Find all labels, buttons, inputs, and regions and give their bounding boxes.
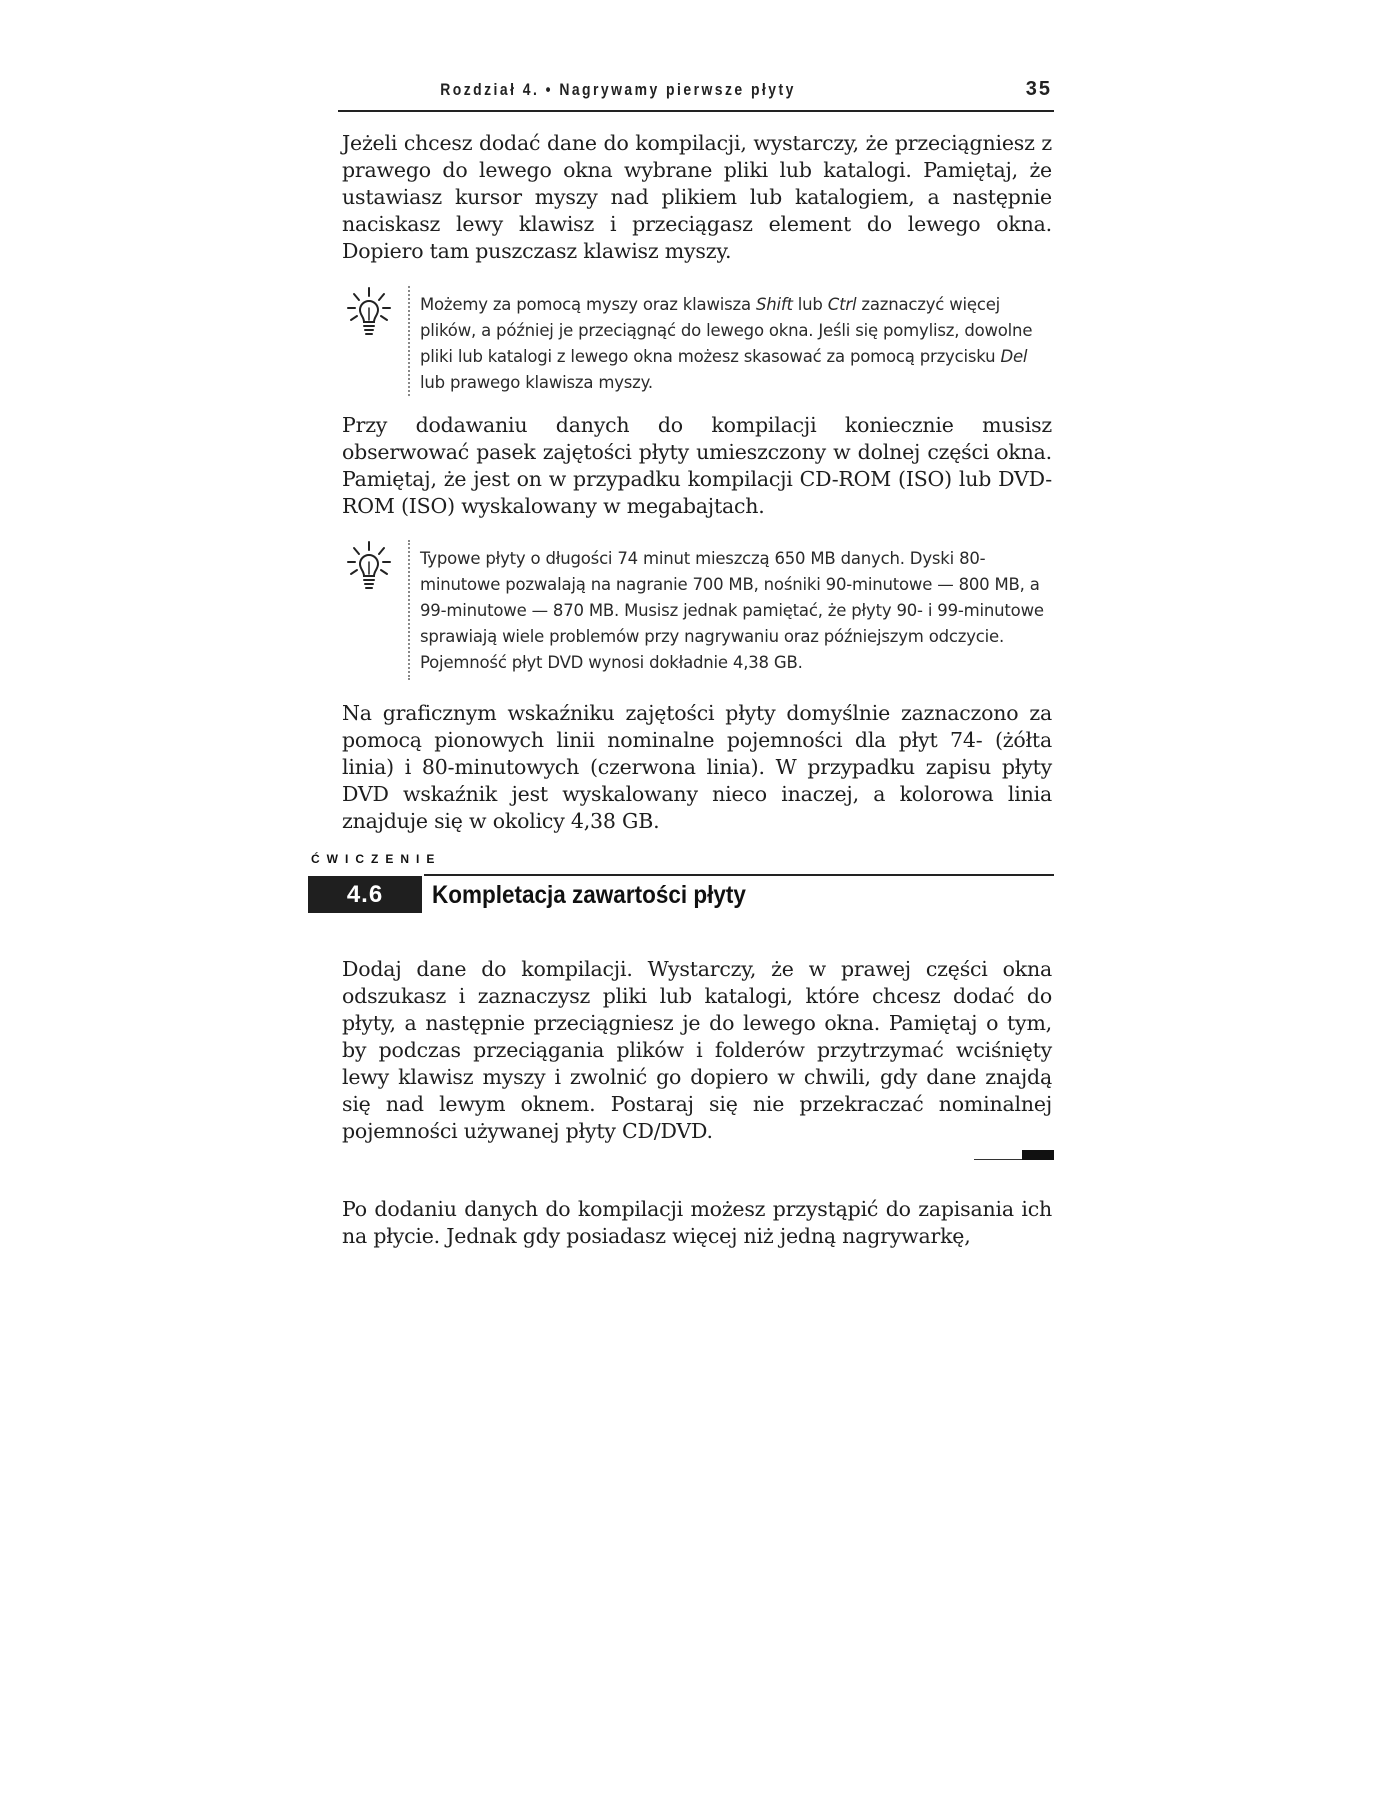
exercise-number: 4.6	[308, 876, 422, 913]
paragraph-indicator: Na graficznym wskaźniku zajętości płyty domyślnie zaznaczono za pomocą pionowych linii nominalne pojemności dla płyt 74- (żółta linia) i 80-minutowych (czerwona linia). W przypadku zapisu płyty DVD wskaźnik jest wyskalowany nieco inaczej, a kolorowa linia znajduje się w okolicy 4,38 GB.	[342, 701, 1052, 833]
tip-divider	[408, 540, 410, 680]
tip-box-capacity	[346, 540, 1052, 680]
exercise-label: ĆWICZENIE	[311, 852, 442, 866]
end-mark-block	[1022, 1150, 1054, 1160]
exercise-end-mark	[974, 1150, 1054, 1162]
running-title: Rozdział 4. • Nagrywamy pierwsze płyty	[440, 80, 796, 99]
lightbulb-icon	[346, 540, 392, 594]
paragraph-drag-files: Jeżeli chcesz dodać dane do kompilacji, wystarczy, że przeciągniesz z prawego do lewego okna wybrane pliki lub katalogi. Pamiętaj, że ustawiasz kursor myszy nad plikiem lub katalogiem, a następnie naciskasz lewy klawisz i przeciągasz element do lewego okna. Dopiero tam puszczasz klawisz myszy.	[342, 131, 1052, 263]
end-mark-line	[974, 1159, 1022, 1160]
page-number: 35	[1025, 78, 1052, 100]
paragraph-capacity-bar: Przy dodawaniu danych do kompilacji koniecznie musisz obserwować pasek zajętości płyty umieszczony w dolnej części okna. Pamiętaj, że jest on w przypadku kompilacji CD-ROM (ISO) lub DVD-ROM (ISO) wyskalowany w megabajtach.	[342, 413, 1052, 518]
lightbulb-icon	[346, 286, 392, 340]
tip-text: Możemy za pomocą myszy oraz klawisza Shift lub Ctrl zaznaczyć więcej plików, a później je przeciągnąć do lewego okna. Jeśli się pomylisz, dowolne pliki lub katalogi z lewego okna możesz skasować za pomocą przycisku Del lub prawego klawisza myszy.	[420, 295, 1033, 392]
paragraph-write-disc: Po dodaniu danych do kompilacji możesz przystąpić do zapisania ich na płycie. Jednak gdy posiadasz więcej niż jedną nagrywarkę,	[342, 1197, 1052, 1248]
tip-divider	[408, 286, 410, 396]
running-header	[338, 78, 1054, 112]
tip-box-selection	[346, 286, 1052, 396]
exercise-title: Kompletacja zawartości płyty	[432, 881, 746, 909]
tip-text: Typowe płyty o długości 74 minut mieszczą 650 MB danych. Dyski 80-minutowe pozwalają na nagranie 700 MB, nośniki 90-minutowe — 800 MB, a 99-minutowe — 870 MB. Musisz jednak pamiętać, że płyty 90- i 99-minutowe sprawiają wiele problemów przy nagrywaniu oraz późniejszym odczycie. Pojemność płyt DVD wynosi dokładnie 4,38 GB.	[420, 549, 1044, 672]
exercise-rule	[424, 874, 1054, 876]
paragraph-exercise-body: Dodaj dane do kompilacji. Wystarczy, że w prawej części okna odszukasz i zaznaczysz pliki lub katalogi, które chcesz dodać do płyty, a następnie przeciągniesz je do lewego okna. Pamiętaj o tym, by podczas przeciągania plików i folderów przytrzymać wciśnięty lewy klawisz myszy i zwolnić go dopiero w chwili, gdy dane znajdą się nad lewym oknem. Postaraj się nie przekraczać nominalnej pojemności używanej płyty CD/DVD.	[342, 957, 1052, 1143]
